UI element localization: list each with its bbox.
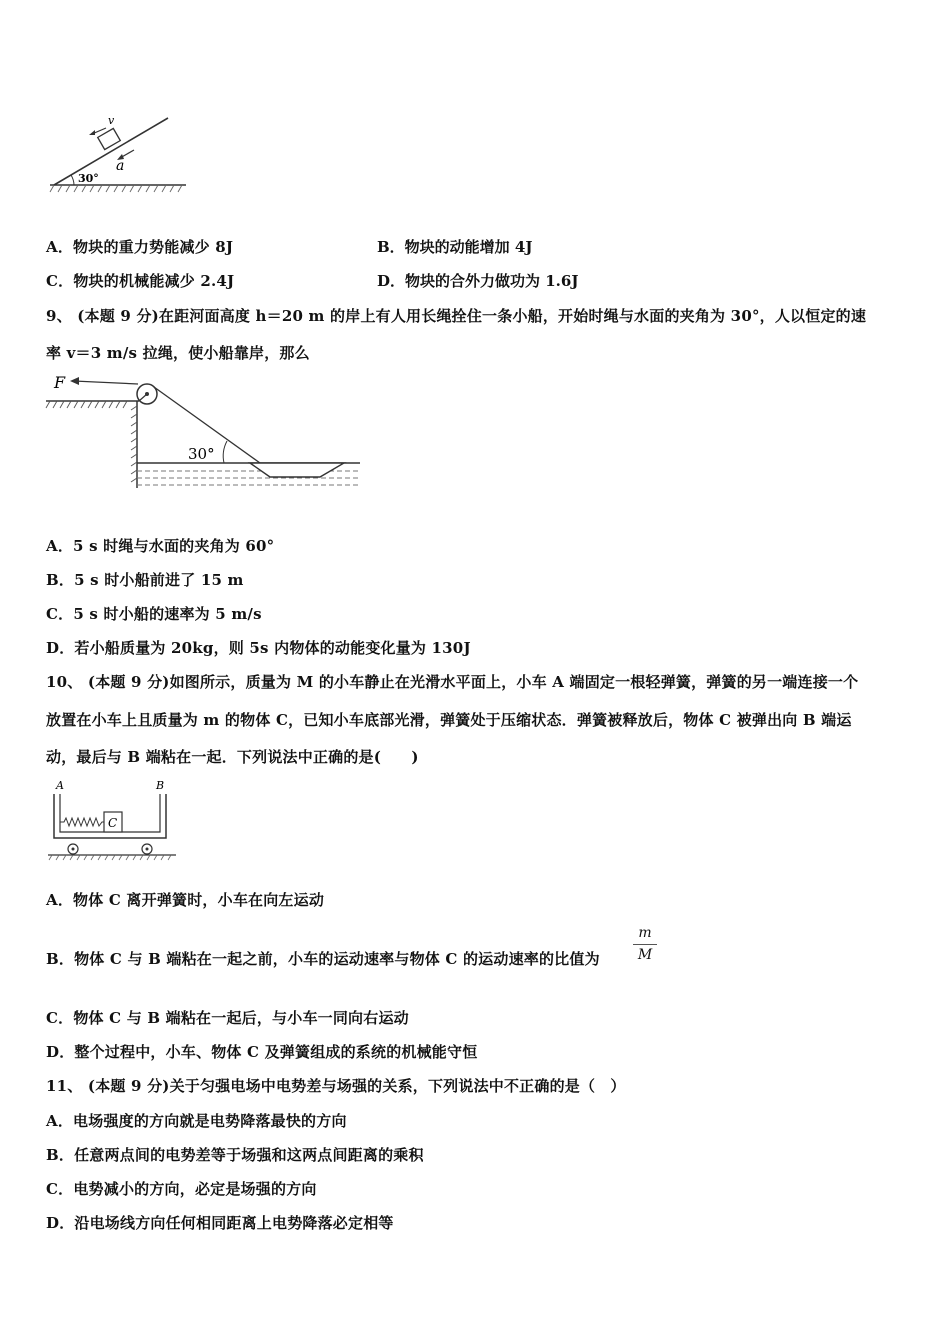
incline-angle-label: 30° <box>78 172 99 185</box>
force-label: F <box>54 373 66 392</box>
end-a-label: A <box>56 779 64 792</box>
q8-option-a: A．物块的重力势能减少 8J <box>46 238 234 256</box>
q10-option-d: D．整个过程中，小车、物体 C 及弹簧组成的系统的机械能守恒 <box>46 1043 478 1061</box>
boat-pulley-figure <box>44 370 362 498</box>
q11-option-c: C．电势减小的方向，必定是场强的方向 <box>46 1180 317 1198</box>
ratio-fraction <box>633 925 657 963</box>
q10-stem-line-3: 动，最后与 B 端粘在一起．下列说法中正确的是( ) <box>46 748 419 766</box>
cart-spring-figure <box>44 776 180 862</box>
q9-stem-line-1: 9、 (本题 9 分)在距河面高度 h＝20 m 的岸上有人用长绳拴住一条小船，开始时绳与水面的夹角为 30°，人以恒定的速 <box>46 307 867 325</box>
q10-option-c: C．物体 C 与 B 端粘在一起后，与小车一同向右运动 <box>46 1009 409 1027</box>
acceleration-label: a <box>116 158 125 174</box>
block-c-label: C <box>108 816 118 830</box>
incline-block-figure <box>44 104 200 200</box>
q11-stem: 11、 (本题 9 分)关于匀强电场中电势差与场强的关系，下列说法中不正确的是（ ） <box>46 1077 626 1095</box>
velocity-label: v <box>108 114 115 127</box>
q11-option-a: A．电场强度的方向就是电势降落最快的方向 <box>46 1112 347 1130</box>
q9-option-b: B．5 s 时小船前进了 15 m <box>46 571 244 589</box>
q9-stem-line-2: 率 v＝3 m/s 拉绳，使小船靠岸，那么 <box>46 344 310 362</box>
q10-option-a: A．物体 C 离开弹簧时，小车在向左运动 <box>46 891 325 909</box>
q10-stem-line-2: 放置在小车上且质量为 m 的物体 C，已知小车底部光滑，弹簧处于压缩状态．弹簧被释放后，物体 C 被弹出向 B 端运 <box>46 711 852 729</box>
q11-option-d: D．沿电场线方向任何相同距离上电势降落必定相等 <box>46 1214 394 1232</box>
q8-option-b: B．物块的动能增加 4J <box>377 238 533 256</box>
end-b-label: B <box>156 779 165 792</box>
q11-option-b: B．任意两点间的电势差等于场强和这两点间距离的乘积 <box>46 1146 424 1164</box>
q9-option-a: A．5 s 时绳与水面的夹角为 60° <box>46 537 275 555</box>
rope-angle-label: 30° <box>188 445 215 463</box>
fraction-denominator: M <box>637 947 653 963</box>
q9-option-c: C．5 s 时小船的速率为 5 m/s <box>46 605 262 623</box>
q10-stem-line-1: 10、 (本题 9 分)如图所示，质量为 M 的小车静止在光滑水平面上，小车 A 端固定一根轻弹簧，弹簧的另一端连接一个 <box>46 673 859 691</box>
q9-option-d: D．若小船质量为 20kg，则 5s 内物体的动能变化量为 130J <box>46 639 471 657</box>
q8-option-c: C．物块的机械能减少 2.4J <box>46 272 235 290</box>
q10-option-b: B．物体 C 与 B 端粘在一起之前，小车的运动速率与物体 C 的运动速率的比值为 <box>46 950 600 968</box>
q8-option-d: D．物块的合外力做功为 1.6J <box>377 272 579 290</box>
fraction-numerator: m <box>633 925 657 945</box>
